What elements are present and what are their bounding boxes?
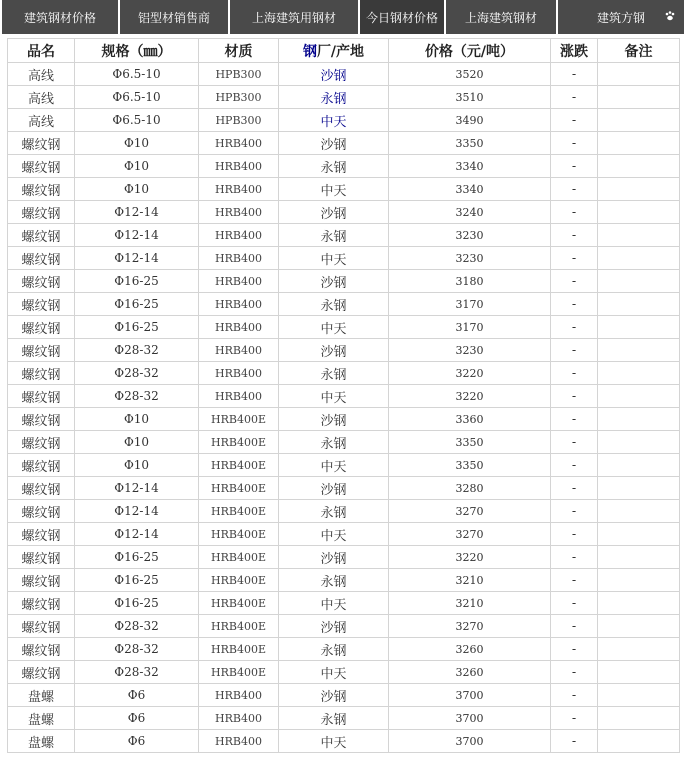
cell-price: 3520 (389, 63, 551, 86)
cell-material: HRB400 (199, 730, 279, 753)
cell-change: - (551, 523, 598, 546)
cell-name: 螺纹钢 (8, 339, 75, 362)
cell-material: HRB400E (199, 638, 279, 661)
cell-price: 3180 (389, 270, 551, 293)
cell-name: 螺纹钢 (8, 408, 75, 431)
cell-name: 螺纹钢 (8, 155, 75, 178)
cell-price: 3490 (389, 109, 551, 132)
cell-change: - (551, 63, 598, 86)
cell-material: HRB400 (199, 270, 279, 293)
table-row (8, 63, 680, 86)
cell-note (598, 615, 680, 638)
cell-material: HRB400 (199, 362, 279, 385)
table-row (8, 109, 680, 132)
table-row (8, 293, 680, 316)
cell-note (598, 339, 680, 362)
cell-mill: 中天 (279, 385, 389, 408)
cell-material: HRB400 (199, 684, 279, 707)
cell-mill: 沙钢 (279, 63, 389, 86)
cell-note (598, 454, 680, 477)
cell-change: - (551, 201, 598, 224)
cell-price: 3260 (389, 638, 551, 661)
cell-note (598, 431, 680, 454)
cell-spec: Φ6 (75, 730, 199, 753)
cell-note (598, 316, 680, 339)
cell-change: - (551, 178, 598, 201)
cell-note (598, 270, 680, 293)
cell-price: 3350 (389, 132, 551, 155)
cell-name: 高线 (8, 109, 75, 132)
cell-mill: 沙钢 (279, 339, 389, 362)
steel-price-table (7, 38, 680, 753)
cell-material: HRB400 (199, 707, 279, 730)
cell-spec: Φ10 (75, 132, 199, 155)
cell-material: HRB400 (199, 224, 279, 247)
cell-change: - (551, 454, 598, 477)
cell-price: 3220 (389, 385, 551, 408)
cell-price: 3230 (389, 224, 551, 247)
cell-material: HRB400E (199, 454, 279, 477)
cell-change: - (551, 339, 598, 362)
cell-mill: 中天 (279, 730, 389, 753)
cell-material: HRB400 (199, 339, 279, 362)
cell-price: 3510 (389, 86, 551, 109)
cell-name: 螺纹钢 (8, 546, 75, 569)
cell-price: 3220 (389, 362, 551, 385)
cell-mill: 永钢 (279, 569, 389, 592)
cell-spec: Φ16-25 (75, 270, 199, 293)
cell-note (598, 224, 680, 247)
header-change: 涨跌 (551, 39, 598, 63)
cell-material: HPB300 (199, 86, 279, 109)
cell-material: HRB400E (199, 477, 279, 500)
cell-change: - (551, 638, 598, 661)
table-row (8, 247, 680, 270)
cell-name: 高线 (8, 63, 75, 86)
cell-mill: 永钢 (279, 431, 389, 454)
cell-spec: Φ28-32 (75, 362, 199, 385)
cell-spec: Φ28-32 (75, 385, 199, 408)
cell-name: 螺纹钢 (8, 431, 75, 454)
cell-spec: Φ16-25 (75, 569, 199, 592)
table-row (8, 408, 680, 431)
cell-material: HRB400 (199, 132, 279, 155)
header-spec: 规格（㎜） (75, 39, 199, 63)
cell-price: 3230 (389, 339, 551, 362)
cell-spec: Φ12-14 (75, 201, 199, 224)
cell-name: 螺纹钢 (8, 569, 75, 592)
table-row (8, 569, 680, 592)
table-row (8, 707, 680, 730)
cell-note (598, 132, 680, 155)
tab-label: 上海建筑用钢材 (251, 10, 336, 25)
cell-spec: Φ16-25 (75, 592, 199, 615)
cell-spec: Φ6.5-10 (75, 109, 199, 132)
cell-material: HPB300 (199, 109, 279, 132)
cell-name: 螺纹钢 (8, 638, 75, 661)
tab-bar (0, 0, 684, 35)
cell-price: 3220 (389, 546, 551, 569)
cell-price: 3340 (389, 155, 551, 178)
cell-note (598, 707, 680, 730)
cell-material: HRB400 (199, 385, 279, 408)
cell-spec: Φ10 (75, 155, 199, 178)
cell-change: - (551, 661, 598, 684)
cell-name: 螺纹钢 (8, 523, 75, 546)
cell-spec: Φ10 (75, 178, 199, 201)
cell-spec: Φ12-14 (75, 247, 199, 270)
cell-material: HRB400E (199, 408, 279, 431)
cell-change: - (551, 270, 598, 293)
cell-note (598, 569, 680, 592)
table-row (8, 592, 680, 615)
cell-mill: 沙钢 (279, 684, 389, 707)
cell-price: 3280 (389, 477, 551, 500)
cell-change: - (551, 684, 598, 707)
tab-shanghai-building-steel[interactable] (446, 0, 558, 34)
cell-mill: 中天 (279, 592, 389, 615)
cell-name: 螺纹钢 (8, 201, 75, 224)
table-row (8, 638, 680, 661)
cell-material: HRB400 (199, 247, 279, 270)
cell-name: 螺纹钢 (8, 178, 75, 201)
cell-change: - (551, 224, 598, 247)
cell-note (598, 477, 680, 500)
cell-price: 3230 (389, 247, 551, 270)
cell-mill: 永钢 (279, 638, 389, 661)
cell-note (598, 201, 680, 224)
cell-name: 螺纹钢 (8, 362, 75, 385)
table-row (8, 684, 680, 707)
table-row (8, 362, 680, 385)
cell-mill: 中天 (279, 661, 389, 684)
cell-mill: 中天 (279, 109, 389, 132)
table-row (8, 132, 680, 155)
header-note: 备注 (598, 39, 680, 63)
cell-spec: Φ28-32 (75, 615, 199, 638)
table-row (8, 615, 680, 638)
tab-today-steel-price[interactable] (360, 0, 446, 34)
cell-spec: Φ12-14 (75, 477, 199, 500)
cell-mill: 中天 (279, 454, 389, 477)
cell-change: - (551, 155, 598, 178)
cell-price: 3270 (389, 500, 551, 523)
tab-square-steel[interactable] (558, 0, 684, 34)
cell-name: 螺纹钢 (8, 132, 75, 155)
table-row (8, 500, 680, 523)
cell-name: 螺纹钢 (8, 615, 75, 638)
cell-name: 螺纹钢 (8, 661, 75, 684)
cell-price: 3340 (389, 178, 551, 201)
cell-note (598, 362, 680, 385)
cell-change: - (551, 615, 598, 638)
cell-price: 3700 (389, 730, 551, 753)
tab-label: 上海建筑钢材 (464, 10, 537, 25)
cell-material: HRB400E (199, 615, 279, 638)
table-row (8, 201, 680, 224)
table-row (8, 477, 680, 500)
cell-material: HRB400E (199, 431, 279, 454)
cell-price: 3270 (389, 615, 551, 638)
cell-mill: 沙钢 (279, 201, 389, 224)
table-row (8, 454, 680, 477)
cell-price: 3210 (389, 592, 551, 615)
cell-note (598, 638, 680, 661)
cell-mill: 永钢 (279, 224, 389, 247)
cell-name: 盘螺 (8, 684, 75, 707)
cell-spec: Φ28-32 (75, 339, 199, 362)
table-row (8, 661, 680, 684)
cell-note (598, 730, 680, 753)
cell-note (598, 86, 680, 109)
cell-mill: 中天 (279, 523, 389, 546)
header-mill-highlight: 钢 (302, 43, 317, 60)
cell-mill: 永钢 (279, 86, 389, 109)
cell-note (598, 500, 680, 523)
cell-price: 3700 (389, 707, 551, 730)
cell-name: 螺纹钢 (8, 247, 75, 270)
cell-note (598, 178, 680, 201)
cell-note (598, 592, 680, 615)
cell-mill: 永钢 (279, 707, 389, 730)
cell-mill: 沙钢 (279, 477, 389, 500)
header-mill (279, 39, 389, 63)
cell-material: HRB400E (199, 523, 279, 546)
cell-price: 3350 (389, 454, 551, 477)
cell-change: - (551, 408, 598, 431)
table-row (8, 546, 680, 569)
cell-spec: Φ12-14 (75, 523, 199, 546)
cell-note (598, 684, 680, 707)
cell-note (598, 546, 680, 569)
paw-icon (664, 10, 676, 25)
cell-material: HRB400 (199, 178, 279, 201)
cell-change: - (551, 316, 598, 339)
cell-material: HRB400 (199, 201, 279, 224)
table-row (8, 385, 680, 408)
cell-note (598, 523, 680, 546)
cell-change: - (551, 247, 598, 270)
header-mill-rest: 厂/产地 (316, 43, 365, 60)
cell-name: 螺纹钢 (8, 293, 75, 316)
cell-mill: 沙钢 (279, 270, 389, 293)
table-row (8, 178, 680, 201)
cell-note (598, 385, 680, 408)
header-material: 材质 (199, 39, 279, 63)
cell-price: 3270 (389, 523, 551, 546)
cell-change: - (551, 500, 598, 523)
cell-change: - (551, 293, 598, 316)
tab-label: 建筑方钢 (596, 10, 645, 25)
cell-note (598, 408, 680, 431)
table-row (8, 224, 680, 247)
cell-spec: Φ28-32 (75, 638, 199, 661)
table-row (8, 730, 680, 753)
cell-spec: Φ6 (75, 684, 199, 707)
cell-name: 高线 (8, 86, 75, 109)
tab-shanghai-construction-steel[interactable] (230, 0, 360, 34)
cell-spec: Φ6.5-10 (75, 63, 199, 86)
cell-mill: 沙钢 (279, 546, 389, 569)
cell-mill: 沙钢 (279, 408, 389, 431)
cell-price: 3260 (389, 661, 551, 684)
cell-spec: Φ6.5-10 (75, 86, 199, 109)
cell-name: 螺纹钢 (8, 224, 75, 247)
cell-material: HRB400E (199, 546, 279, 569)
cell-name: 螺纹钢 (8, 500, 75, 523)
cell-change: - (551, 132, 598, 155)
cell-mill: 中天 (279, 316, 389, 339)
cell-mill: 沙钢 (279, 132, 389, 155)
cell-name: 螺纹钢 (8, 592, 75, 615)
cell-change: - (551, 730, 598, 753)
tab-building-steel-price[interactable] (2, 0, 120, 34)
cell-change: - (551, 569, 598, 592)
cell-change: - (551, 86, 598, 109)
cell-mill: 沙钢 (279, 615, 389, 638)
table-body (8, 63, 680, 753)
cell-price: 3170 (389, 293, 551, 316)
table-row (8, 431, 680, 454)
table-row (8, 316, 680, 339)
table-row (8, 155, 680, 178)
cell-change: - (551, 546, 598, 569)
cell-spec: Φ6 (75, 707, 199, 730)
cell-note (598, 661, 680, 684)
cell-spec: Φ12-14 (75, 500, 199, 523)
table-row (8, 339, 680, 362)
cell-mill: 永钢 (279, 500, 389, 523)
tab-label: 今日钢材价格 (365, 10, 438, 25)
tab-label: 建筑钢材价格 (23, 10, 96, 25)
cell-change: - (551, 109, 598, 132)
cell-name: 盘螺 (8, 730, 75, 753)
cell-note (598, 109, 680, 132)
cell-change: - (551, 385, 598, 408)
cell-price: 3360 (389, 408, 551, 431)
cell-spec: Φ10 (75, 431, 199, 454)
header-name: 品名 (8, 39, 75, 63)
cell-price: 3240 (389, 201, 551, 224)
cell-price: 3170 (389, 316, 551, 339)
cell-spec: Φ12-14 (75, 224, 199, 247)
cell-mill: 中天 (279, 178, 389, 201)
cell-spec: Φ10 (75, 454, 199, 477)
table-row (8, 270, 680, 293)
cell-spec: Φ16-25 (75, 546, 199, 569)
tab-aluminum-sellers[interactable] (120, 0, 230, 34)
cell-material: HRB400E (199, 569, 279, 592)
cell-price: 3210 (389, 569, 551, 592)
cell-name: 螺纹钢 (8, 477, 75, 500)
cell-mill: 永钢 (279, 155, 389, 178)
header-price: 价格（元/吨） (389, 39, 551, 63)
cell-name: 螺纹钢 (8, 316, 75, 339)
cell-change: - (551, 431, 598, 454)
table-header-row (8, 39, 680, 63)
cell-material: HRB400E (199, 661, 279, 684)
cell-name: 螺纹钢 (8, 385, 75, 408)
cell-name: 螺纹钢 (8, 270, 75, 293)
cell-note (598, 63, 680, 86)
cell-spec: Φ16-25 (75, 293, 199, 316)
table-row (8, 86, 680, 109)
cell-material: HRB400 (199, 316, 279, 339)
cell-change: - (551, 362, 598, 385)
cell-change: - (551, 707, 598, 730)
cell-material: HRB400E (199, 592, 279, 615)
cell-material: HPB300 (199, 63, 279, 86)
table-row (8, 523, 680, 546)
cell-spec: Φ28-32 (75, 661, 199, 684)
cell-spec: Φ10 (75, 408, 199, 431)
cell-mill: 永钢 (279, 293, 389, 316)
cell-name: 盘螺 (8, 707, 75, 730)
cell-material: HRB400 (199, 155, 279, 178)
cell-material: HRB400E (199, 500, 279, 523)
cell-change: - (551, 592, 598, 615)
cell-spec: Φ16-25 (75, 316, 199, 339)
cell-mill: 永钢 (279, 362, 389, 385)
tab-label: 铝型材销售商 (137, 10, 210, 25)
cell-mill: 中天 (279, 247, 389, 270)
cell-change: - (551, 477, 598, 500)
cell-name: 螺纹钢 (8, 454, 75, 477)
cell-price: 3350 (389, 431, 551, 454)
cell-note (598, 247, 680, 270)
cell-note (598, 293, 680, 316)
cell-price: 3700 (389, 684, 551, 707)
cell-material: HRB400 (199, 293, 279, 316)
cell-note (598, 155, 680, 178)
